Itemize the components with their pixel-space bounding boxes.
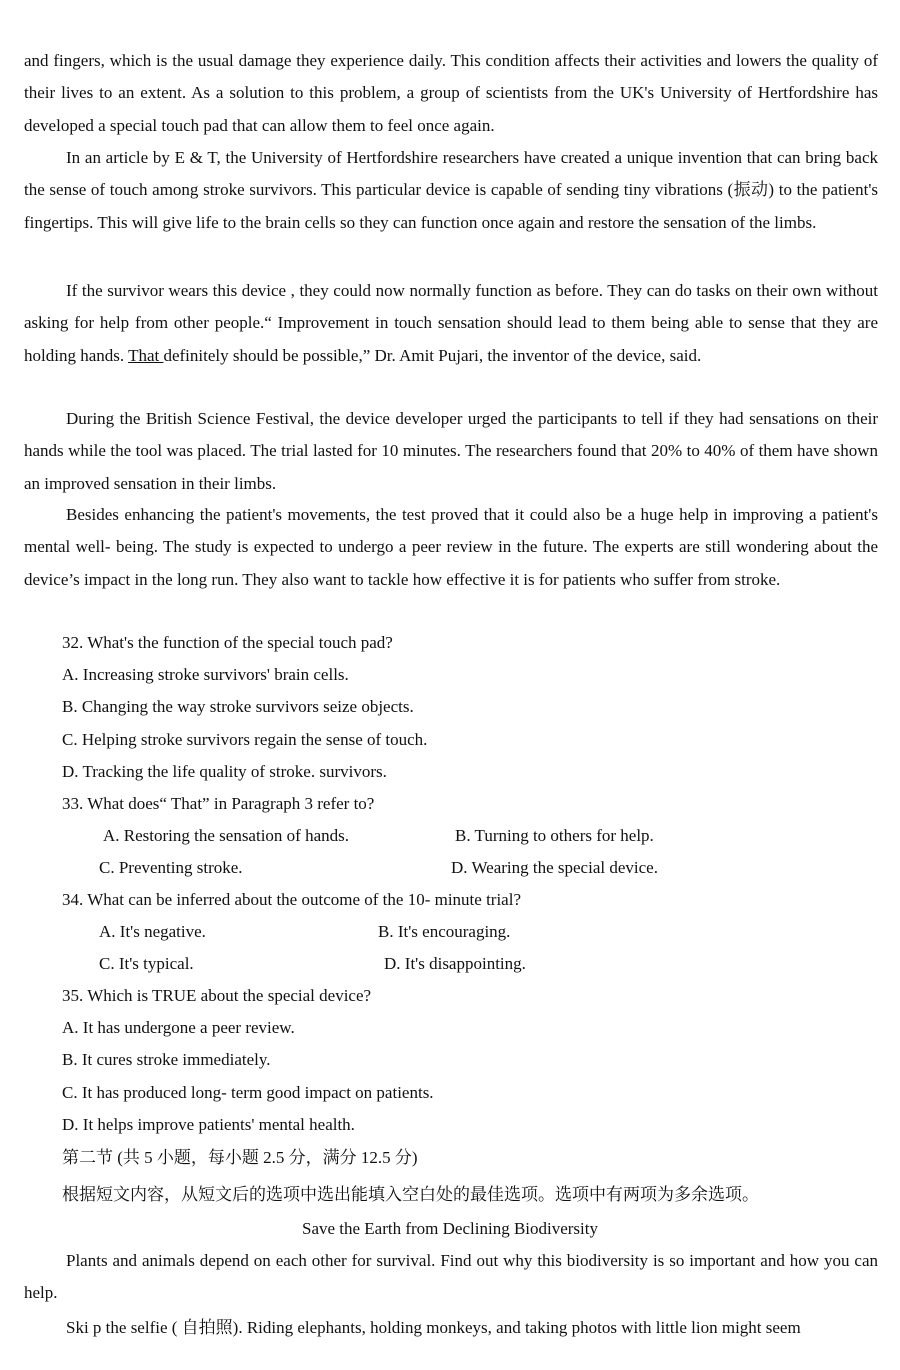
- passage-paragraph-4: Besides enhancing the patient's movements, the test proved that it could also be a huge help in improving a patient's mental well- being. The study is expected to undergo a peer review in the future. The experts are still wondering about the device’s impact in the long run. They also want to tackle how effective it is for patients who suffer from stroke.: [24, 505, 878, 589]
- passage-paragraph-0: and fingers, which is the usual damage they experience daily. This condition affects their activities and lowers the quality of their lives to an extent. As a solution to this problem, a group of scientists from the UK's University of Hertfordshire has developed a special touch pad that can allow them to feel once again.: [24, 51, 878, 135]
- question-33-stem: 33. What does“ That” in Paragraph 3 refer to?: [62, 794, 375, 813]
- question-35-option-a: A. It has undergone a peer review.: [62, 1018, 295, 1037]
- question-32-option-c: C. Helping stroke survivors regain the sense of touch.: [62, 730, 428, 749]
- question-34-option-c: C. It's typical.: [99, 954, 194, 973]
- question-32-option-d: D. Tracking the life quality of stroke. survivors.: [62, 762, 387, 781]
- question-35-stem: 35. Which is TRUE about the special device?: [62, 986, 372, 1005]
- question-32-option-a: A. Increasing stroke survivors' brain cells.: [62, 665, 349, 684]
- passage-paragraph-1: In an article by E & T, the University of Hertfordshire researchers have created a unique invention that can bring back the sense of touch among stroke survivors. This particular device is capable of sending tiny vibrations (振动) to the patient's fingertips. This will give life to the brain cells so they can function once again and restore the sensation of the limbs.: [24, 148, 878, 232]
- question-34-option-a: A. It's negative.: [99, 922, 206, 941]
- question-35-option-c: C. It has produced long- term good impact on patients.: [62, 1083, 434, 1102]
- question-33-option-c: C. Preventing stroke.: [99, 858, 243, 877]
- question-35-option-b: B. It cures stroke immediately.: [62, 1050, 271, 1069]
- question-33-option-b: B. Turning to others for help.: [455, 826, 654, 845]
- question-34-option-b: B. It's encouraging.: [378, 922, 511, 941]
- section-2-heading: 第二节 (共 5 小题，每小题 2.5 分，满分 12.5 分): [62, 1148, 418, 1167]
- passage-paragraph-3: During the British Science Festival, the device developer urged the participants to tell if they had sensations on their hands while the tool was placed. The trial lasted for 10 minutes. The researchers found that 20% to 40% of them have shown an improved sensation in their limbs.: [24, 409, 878, 493]
- question-34-option-d: D. It's disappointing.: [384, 954, 526, 973]
- question-32-option-b: B. Changing the way stroke survivors seize objects.: [62, 697, 414, 716]
- question-34-stem: 34. What can be inferred about the outcome of the 10- minute trial?: [62, 890, 521, 909]
- question-35-option-d: D. It helps improve patients' mental health.: [62, 1115, 355, 1134]
- question-32-stem: 32. What's the function of the special touch pad?: [62, 633, 393, 652]
- section-2-paragraph-2: Ski p the selfie ( 自拍照). Riding elephants, holding monkeys, and taking photos with little lion might seem: [66, 1318, 801, 1337]
- passage-title: Save the Earth from Declining Biodiversity: [301, 1219, 598, 1238]
- section-2-instruction: 根据短文内容，从短文后的选项中选出能填入空白处的最佳选项。选项中有两项为多余选项。: [62, 1185, 759, 1204]
- question-33-option-a: A. Restoring the sensation of hands.: [103, 826, 349, 845]
- passage-paragraph-2: [24, 275, 878, 372]
- passage-paragraph-2-text-a: If the survivor wears this device , they could now normally function as before. They can do tasks on their own without asking for help from other people.“ Improvement in touch sensation should lead to them being able to sense that they are holding hands.: [24, 281, 878, 365]
- section-2-paragraph-1: Plants and animals depend on each other for survival. Find out why this biodiversity is so important and how you can help.: [24, 1251, 878, 1303]
- question-33-option-d: D. Wearing the special device.: [451, 858, 658, 877]
- passage-paragraph-2-text-b: definitely should be possible,” Dr. Amit Pujari, the inventor of the device, said.: [163, 345, 702, 365]
- underlined-word-that: That: [128, 345, 164, 365]
